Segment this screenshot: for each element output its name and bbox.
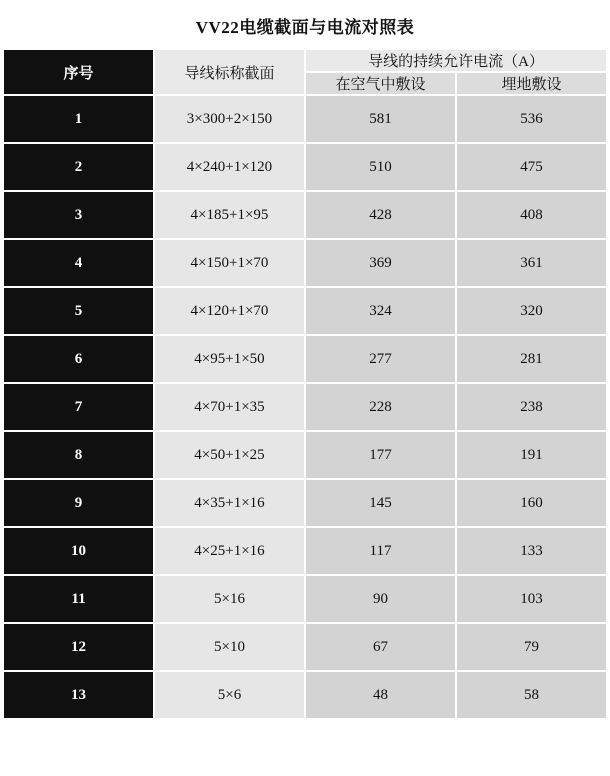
row-spec: 4×95+1×50 [154,335,305,383]
row-spec: 4×150+1×70 [154,239,305,287]
row-spec: 4×35+1×16 [154,479,305,527]
row-ground-current: 58 [456,671,607,719]
header-index: 序号 [3,49,154,95]
page-title: VV22电缆截面与电流对照表 [3,1,607,49]
row-spec: 5×10 [154,623,305,671]
row-air-current: 369 [305,239,456,287]
table-row [3,335,607,383]
row-air-current: 428 [305,191,456,239]
row-ground-current: 536 [456,95,607,143]
row-ground-current: 361 [456,239,607,287]
row-index: 10 [3,527,154,575]
header-air-laying: 在空气中敷设 [305,72,456,95]
row-index: 2 [3,143,154,191]
row-ground-current: 79 [456,623,607,671]
row-index: 3 [3,191,154,239]
row-index: 4 [3,239,154,287]
table-row [3,623,607,671]
row-air-current: 177 [305,431,456,479]
row-air-current: 67 [305,623,456,671]
row-ground-current: 160 [456,479,607,527]
table-title-row [3,1,607,49]
header-current-group: 导线的持续允许电流（A） [305,49,607,72]
header-spec: 导线标称截面 [154,49,305,95]
row-index: 12 [3,623,154,671]
row-air-current: 228 [305,383,456,431]
table-row [3,143,607,191]
table-row [3,95,607,143]
row-spec: 4×240+1×120 [154,143,305,191]
row-air-current: 277 [305,335,456,383]
row-index: 13 [3,671,154,719]
table-row [3,575,607,623]
row-index: 11 [3,575,154,623]
row-air-current: 324 [305,287,456,335]
table-row [3,671,607,719]
table-row [3,191,607,239]
row-ground-current: 238 [456,383,607,431]
row-ground-current: 281 [456,335,607,383]
table-header-row-1 [3,49,607,72]
row-ground-current: 475 [456,143,607,191]
row-air-current: 117 [305,527,456,575]
row-index: 1 [3,95,154,143]
row-index: 5 [3,287,154,335]
header-ground-laying: 埋地敷设 [456,72,607,95]
row-spec: 5×16 [154,575,305,623]
table-row [3,431,607,479]
row-ground-current: 320 [456,287,607,335]
row-air-current: 581 [305,95,456,143]
row-spec: 4×120+1×70 [154,287,305,335]
table-row [3,527,607,575]
row-ground-current: 191 [456,431,607,479]
row-spec: 4×50+1×25 [154,431,305,479]
table-row [3,287,607,335]
row-ground-current: 408 [456,191,607,239]
row-spec: 4×25+1×16 [154,527,305,575]
cable-current-table [2,0,608,720]
row-air-current: 90 [305,575,456,623]
row-index: 7 [3,383,154,431]
row-spec: 3×300+2×150 [154,95,305,143]
row-air-current: 145 [305,479,456,527]
row-index: 6 [3,335,154,383]
table-row [3,479,607,527]
row-index: 9 [3,479,154,527]
row-ground-current: 133 [456,527,607,575]
table-row [3,239,607,287]
row-air-current: 510 [305,143,456,191]
row-index: 8 [3,431,154,479]
row-air-current: 48 [305,671,456,719]
row-ground-current: 103 [456,575,607,623]
row-spec: 4×70+1×35 [154,383,305,431]
row-spec: 5×6 [154,671,305,719]
row-spec: 4×185+1×95 [154,191,305,239]
table-row [3,383,607,431]
